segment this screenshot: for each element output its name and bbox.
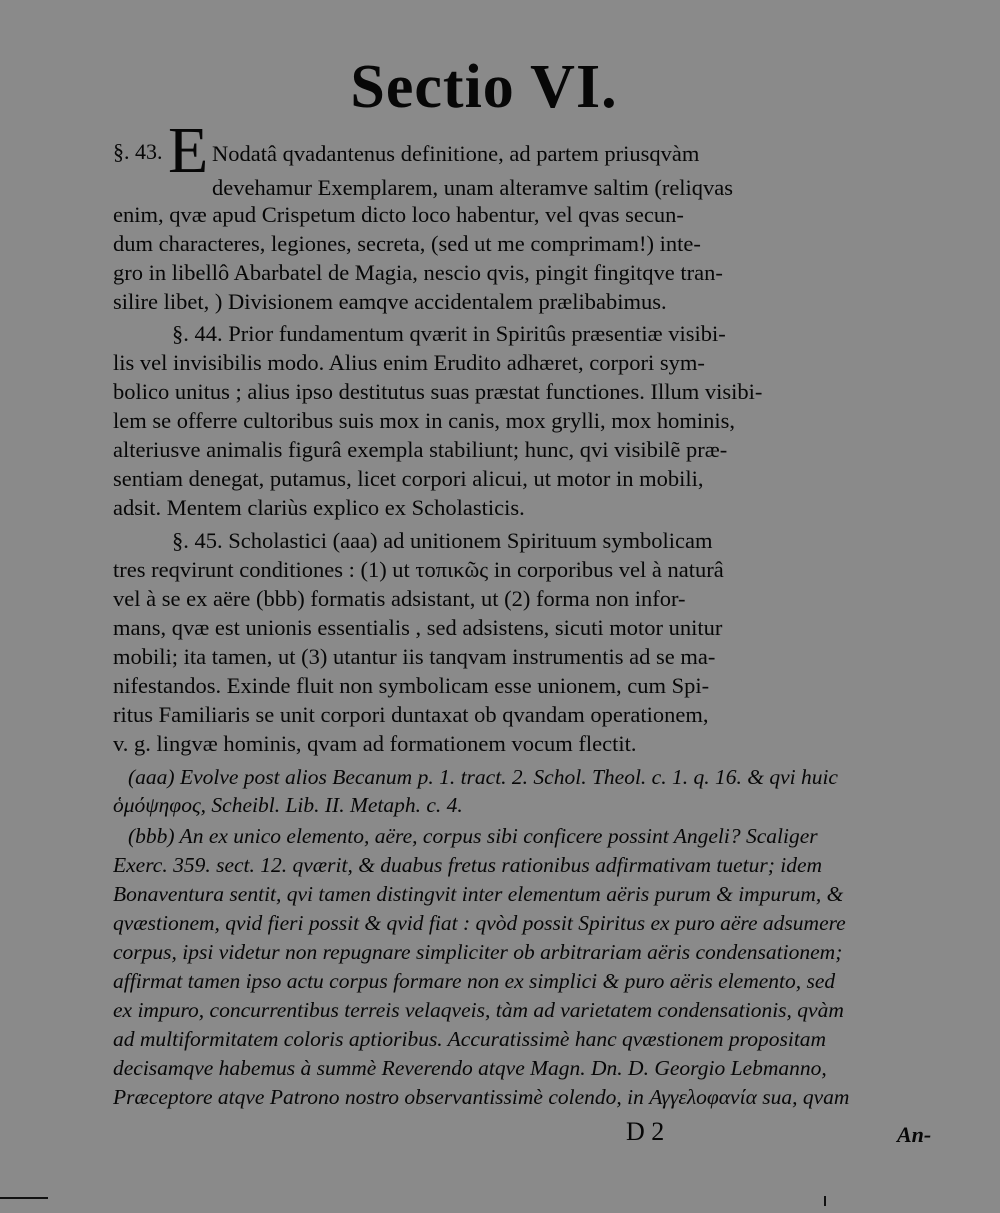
text-line: silire libet, ) Divisionem eamqve accidentalem prælibabimus. <box>113 289 667 314</box>
text-line: adsit. Mentem clariùs explico ex Scholasticis. <box>113 495 525 520</box>
footnote-line: ex impuro, concurrentibus terreis velaqveis, tàm ad varietatem condensationis, qvàm <box>113 998 844 1022</box>
catchword: An- <box>897 1122 932 1147</box>
text-line: lem se offerre cultoribus suis mox in canis, mox grylli, mox hominis, <box>113 408 736 433</box>
footnote-line: ὁμόψηφος, Scheibl. Lib. II. Metaph. c. 4. <box>113 793 463 817</box>
text-line: ritus Familiaris se unit corpori duntaxat ob qvandam operationem, <box>113 702 709 727</box>
bottom-tick-mark <box>824 1196 826 1206</box>
text-line: alteriusve animalis figurâ exempla stabiliunt; hunc, qvi visibilẽ præ- <box>113 437 728 462</box>
text-line: sentiam denegat, putamus, licet corpori alicui, ut motor in mobili, <box>113 466 704 491</box>
footnote-line: Præceptore atqve Patrono nostro observantissimè colendo, in Αγγελοφανία sua, qvam <box>113 1085 850 1109</box>
text-line: vel à se ex aëre (bbb) formatis adsistant, ut (2) forma non infor- <box>113 586 686 611</box>
section-number: §. 43. <box>113 139 163 164</box>
paragraph-start: §. 44. Prior fundamentum qværit in Spiritûs præsentiæ visibi- <box>172 321 726 346</box>
footnote-bbb: (bbb) An ex unico elemento, aëre, corpus sibi conficere possint Angeli? Scaliger <box>128 824 818 848</box>
footnote-line: ad multiformitatem coloris aptioribus. Accuratissimè hanc qvæstionem propositam <box>113 1027 827 1051</box>
text-line: nifestandos. Exinde fluit non symbolicam esse unionem, cum Spi- <box>113 673 710 698</box>
text-line: tres reqvirunt conditiones : (1) ut τοπικῶς in corporibus vel à naturâ <box>113 557 724 582</box>
text-line: mans, qvæ est unionis essentialis , sed adsistens, sicuti motor unitur <box>113 615 723 640</box>
signature-mark: D 2 <box>626 1117 665 1146</box>
text-line: gro in libellô Abarbatel de Magia, nescio qvis, pingit fingitqve tran- <box>113 260 723 285</box>
footnote-line: Bonaventura sentit, qvi tamen distingvit inter elementum aëris purum & impurum, & <box>113 882 844 906</box>
page-title: Sectio VI. <box>350 53 618 121</box>
footnote-line: decisamqve habemus à summè Reverendo atqve Magn. Dn. D. Georgio Lebmanno, <box>113 1056 827 1080</box>
bottom-rule <box>0 1197 48 1199</box>
text-line: devehamur Exemplarem, unam alteramve saltim (reliqvas <box>212 175 734 200</box>
footnote-aaa: (aaa) Evolve post alios Becanum p. 1. tract. 2. Schol. Theol. c. 1. q. 16. & qvi huic <box>128 765 838 789</box>
footnote-line: affirmat tamen ipso actu corpus formare non ex simplici & puro aëris elemento, sed <box>113 969 836 993</box>
footnote-line: Exerc. 359. sect. 12. qværit, & duabus fretus rationibus adfirmativam tuetur; idem <box>113 853 823 877</box>
text-line: lis vel invisibilis modo. Alius enim Erudito adhæret, corpori sym- <box>113 350 705 375</box>
text-line: v. g. lingvæ hominis, qvam ad formationem vocum flectit. <box>113 731 637 756</box>
text-line: Nodatâ qvadantenus definitione, ad partem priusqvàm <box>212 141 700 166</box>
text-line: enim, qvæ apud Crispetum dicto loco habentur, vel qvas secun- <box>113 202 684 227</box>
footnote-line: corpus, ipsi videtur non repugnare simpliciter ob arbitrariam aëris condensationem; <box>113 940 843 964</box>
paragraph-start: §. 45. Scholastici (aaa) ad unitionem Spirituum symbolicam <box>172 528 713 553</box>
text-line: mobili; ita tamen, ut (3) utantur iis tanqvam instrumentis ad se ma- <box>113 644 716 669</box>
drop-cap: E <box>168 114 209 187</box>
text-line: dum characteres, legiones, secreta, (sed ut me comprimam!) inte- <box>113 231 701 256</box>
text-line: bolico unitus ; alius ipso destitutus suas præstat functiones. Illum visibi- <box>113 379 763 404</box>
footnote-line: qvæstionem, qvid fieri possit & qvid fiat : qvòd possit Spiritus ex puro aëre adsumere <box>113 911 846 935</box>
